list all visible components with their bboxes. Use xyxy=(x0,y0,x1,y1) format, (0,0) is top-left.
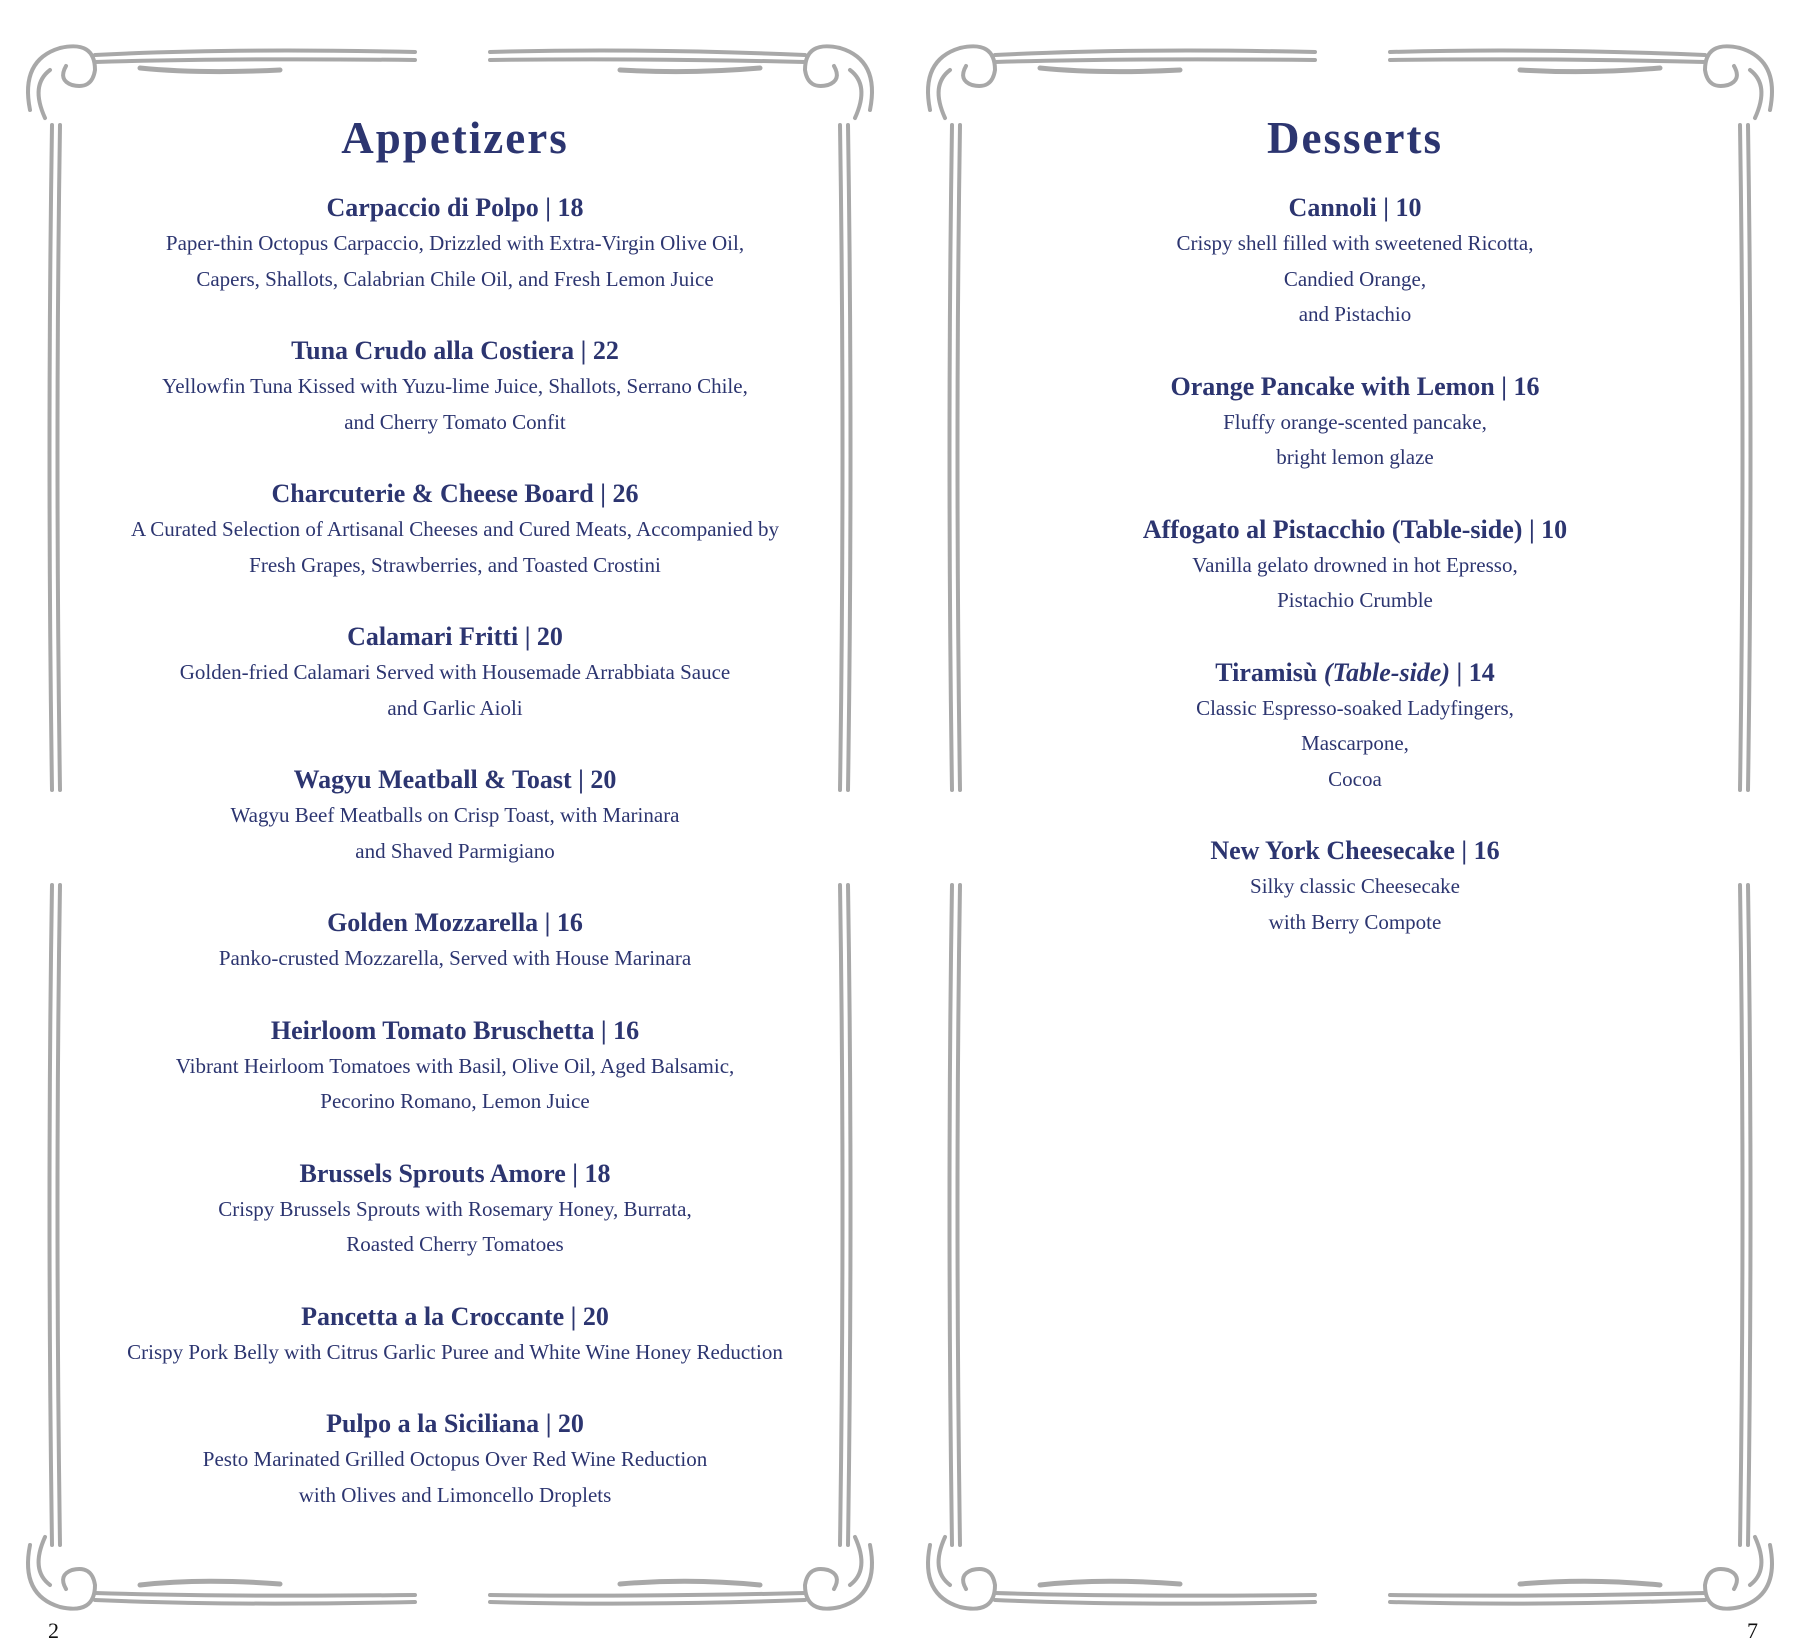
menu-item-heading: Heirloom Tomato Bruschetta | 16 xyxy=(270,1015,640,1045)
description-line: Pesto Marinated Grilled Octopus Over Red Wine Reduction xyxy=(202,1447,708,1471)
menu-item-description xyxy=(960,548,1750,619)
menu-item-heading: Tiramisù (Table-side) | 14 xyxy=(1215,657,1495,687)
menu-item-description xyxy=(60,1442,850,1513)
menu-item-price: 16 xyxy=(1513,371,1540,401)
menu-item-description xyxy=(60,226,850,297)
menu-item xyxy=(60,1156,850,1263)
menu-item-description xyxy=(60,512,850,583)
menu-item xyxy=(960,833,1750,940)
description-line: Pistachio Crumble xyxy=(1277,588,1433,612)
description-line: Candied Orange, xyxy=(1283,266,1427,291)
description-line: Silky classic Cheesecake xyxy=(1250,874,1460,898)
menu-item-description xyxy=(960,691,1750,798)
menu-item-description xyxy=(60,941,850,977)
menu-item-list xyxy=(60,190,850,1513)
menu-item-name: Golden Mozzarella xyxy=(327,908,539,937)
menu-item-heading: Tuna Crudo alla Costiera | 22 xyxy=(291,336,619,365)
description-line: Crispy Brussels Sprouts with Rosemary Honey, Burrata, xyxy=(218,1196,692,1221)
menu-item-name: Charcuterie & Cheese Board xyxy=(271,479,594,508)
menu-item-description xyxy=(60,369,850,440)
menu-item-heading: Pancetta a la Croccante | 20 xyxy=(301,1301,609,1331)
menu-item-price: 26 xyxy=(612,479,639,508)
description-line: Crispy Pork Belly with Citrus Garlic Puree and White Wine Honey Reduction xyxy=(127,1339,783,1364)
page-number: 7 xyxy=(1747,1618,1758,1643)
menu-item-description xyxy=(960,405,1750,476)
menu-item-heading: Calamari Fritti | 20 xyxy=(347,622,563,651)
appetizers-section xyxy=(60,108,850,1549)
menu-item xyxy=(60,333,850,440)
menu-item xyxy=(60,1013,850,1120)
menu-item xyxy=(960,512,1750,619)
menu-item xyxy=(60,476,850,583)
desserts-section xyxy=(960,108,1750,976)
menu-item-heading: Wagyu Meatball & Toast | 20 xyxy=(293,765,617,794)
menu-item-name: New York Cheesecake xyxy=(1210,836,1455,865)
description-line: Fluffy orange-scented pancake, xyxy=(1223,409,1487,434)
menu-item-heading: Affogato al Pistacchio (Table-side) | 10 xyxy=(1142,514,1568,544)
menu-item-heading: Orange Pancake with Lemon | 16 xyxy=(1170,371,1540,401)
menu-item-name: Calamari Fritti xyxy=(347,622,519,651)
menu-item-price: 10 xyxy=(1395,193,1422,222)
menu-item-name: Pulpo a la Siciliana xyxy=(326,1409,540,1438)
description-line: Cocoa xyxy=(1328,766,1382,791)
menu-item-price: 16 xyxy=(1473,836,1500,865)
description-line: Vibrant Heirloom Tomatoes with Basil, Olive Oil, Aged Balsamic, xyxy=(175,1053,735,1078)
menu-item-heading: Golden Mozzarella | 16 xyxy=(327,908,583,937)
menu-item-description xyxy=(60,655,850,726)
menu-item xyxy=(960,655,1750,798)
menu-item-name: Tiramisù xyxy=(1215,657,1318,687)
menu-item-name: Affogato al Pistacchio (Table-side) xyxy=(1142,514,1523,544)
menu-item xyxy=(60,1406,850,1513)
page-number: 2 xyxy=(48,1618,59,1643)
description-line: and Shaved Parmigiano xyxy=(355,838,555,863)
description-line: with Berry Compote xyxy=(1268,909,1442,934)
menu-item-description xyxy=(60,1049,850,1120)
menu-item-name: Brussels Sprouts Amore xyxy=(299,1158,566,1188)
menu-item xyxy=(60,905,850,977)
menu-item-description xyxy=(60,798,850,869)
description-line: Classic Espresso-soaked Ladyfingers, xyxy=(1196,695,1514,720)
menu-item xyxy=(960,369,1750,476)
description-line: and Pistachio xyxy=(1298,302,1412,326)
description-line: Crispy shell filled with sweetened Ricotta, xyxy=(1176,231,1534,255)
section-title: Appetizers xyxy=(341,113,569,163)
description-line: Vanilla gelato drowned in hot Epresso, xyxy=(1192,552,1518,577)
description-line: Panko-crusted Mozzarella, Served with House Marinara xyxy=(218,946,692,970)
menu-item-heading: Pulpo a la Siciliana | 20 xyxy=(326,1409,584,1438)
menu-item-price: 18 xyxy=(584,1158,611,1188)
description-line: Fresh Grapes, Strawberries, and Toasted Crostini xyxy=(249,552,661,577)
menu-item-name: Pancetta a la Croccante xyxy=(301,1301,565,1331)
description-line: bright lemon glaze xyxy=(1276,445,1434,469)
menu-item xyxy=(60,619,850,726)
menu-item-list xyxy=(960,190,1750,940)
menu-item-description xyxy=(60,1335,850,1371)
menu-item-name: Tuna Crudo alla Costiera xyxy=(291,336,575,365)
menu-item-price: 10 xyxy=(1541,514,1568,544)
section-title: Desserts xyxy=(1267,113,1443,163)
menu-item-price: 14 xyxy=(1468,657,1495,687)
menu-item-price: 20 xyxy=(582,1301,609,1331)
menu-page-right xyxy=(900,0,1800,1650)
menu-item-heading: Cannoli | 10 xyxy=(1288,193,1422,222)
menu-item xyxy=(60,762,850,869)
menu-item-price: 16 xyxy=(613,1015,640,1045)
menu-item-price: 16 xyxy=(556,908,583,937)
menu-item-description xyxy=(60,1192,850,1263)
menu-item-description xyxy=(960,869,1750,940)
menu-item-name: Orange Pancake with Lemon xyxy=(1170,371,1495,401)
menu-item-price: 20 xyxy=(536,622,563,651)
description-line: Yellowfin Tuna Kissed with Yuzu-lime Juice, Shallots, Serrano Chile, xyxy=(162,374,748,398)
description-line: Pecorino Romano, Lemon Juice xyxy=(320,1089,590,1113)
menu-item xyxy=(60,1299,850,1371)
menu-item-name: Cannoli xyxy=(1288,193,1377,222)
description-line: A Curated Selection of Artisanal Cheeses and Cured Meats, Accompanied by xyxy=(131,517,779,541)
menu-item-heading: New York Cheesecake | 16 xyxy=(1210,836,1500,865)
menu-item-description xyxy=(960,226,1750,333)
description-line: with Olives and Limoncello Droplets xyxy=(298,1482,612,1507)
description-line: Mascarpone, xyxy=(1301,731,1409,755)
menu-item-heading: Brussels Sprouts Amore | 18 xyxy=(299,1158,611,1188)
menu-item-heading: Charcuterie & Cheese Board | 26 xyxy=(271,479,639,508)
menu-item-name: Wagyu Meatball & Toast xyxy=(293,765,572,794)
menu-item-note: (Table-side) xyxy=(1323,657,1450,687)
description-line: and Cherry Tomato Confit xyxy=(344,409,566,434)
menu-item-heading: Carpaccio di Polpo | 18 xyxy=(326,193,584,222)
description-line: and Garlic Aioli xyxy=(387,695,523,720)
menu-item xyxy=(60,190,850,297)
description-line: Capers, Shallots, Calabrian Chile Oil, and Fresh Lemon Juice xyxy=(196,266,714,291)
menu-item-price: 18 xyxy=(557,193,584,222)
menu-item-price: 20 xyxy=(590,765,617,794)
description-line: Roasted Cherry Tomatoes xyxy=(346,1232,564,1256)
menu-item-name: Carpaccio di Polpo xyxy=(326,193,539,222)
description-line: Wagyu Beef Meatballs on Crisp Toast, with Marinara xyxy=(230,803,680,827)
menu-item xyxy=(960,190,1750,333)
description-line: Paper-thin Octopus Carpaccio, Drizzled with Extra-Virgin Olive Oil, xyxy=(165,231,745,255)
description-line: Golden-fried Calamari Served with Housemade Arrabbiata Sauce xyxy=(179,660,731,684)
menu-item-price: 20 xyxy=(557,1409,584,1438)
menu-item-name: Heirloom Tomato Bruschetta xyxy=(270,1015,595,1045)
menu-item-price: 22 xyxy=(592,336,619,365)
